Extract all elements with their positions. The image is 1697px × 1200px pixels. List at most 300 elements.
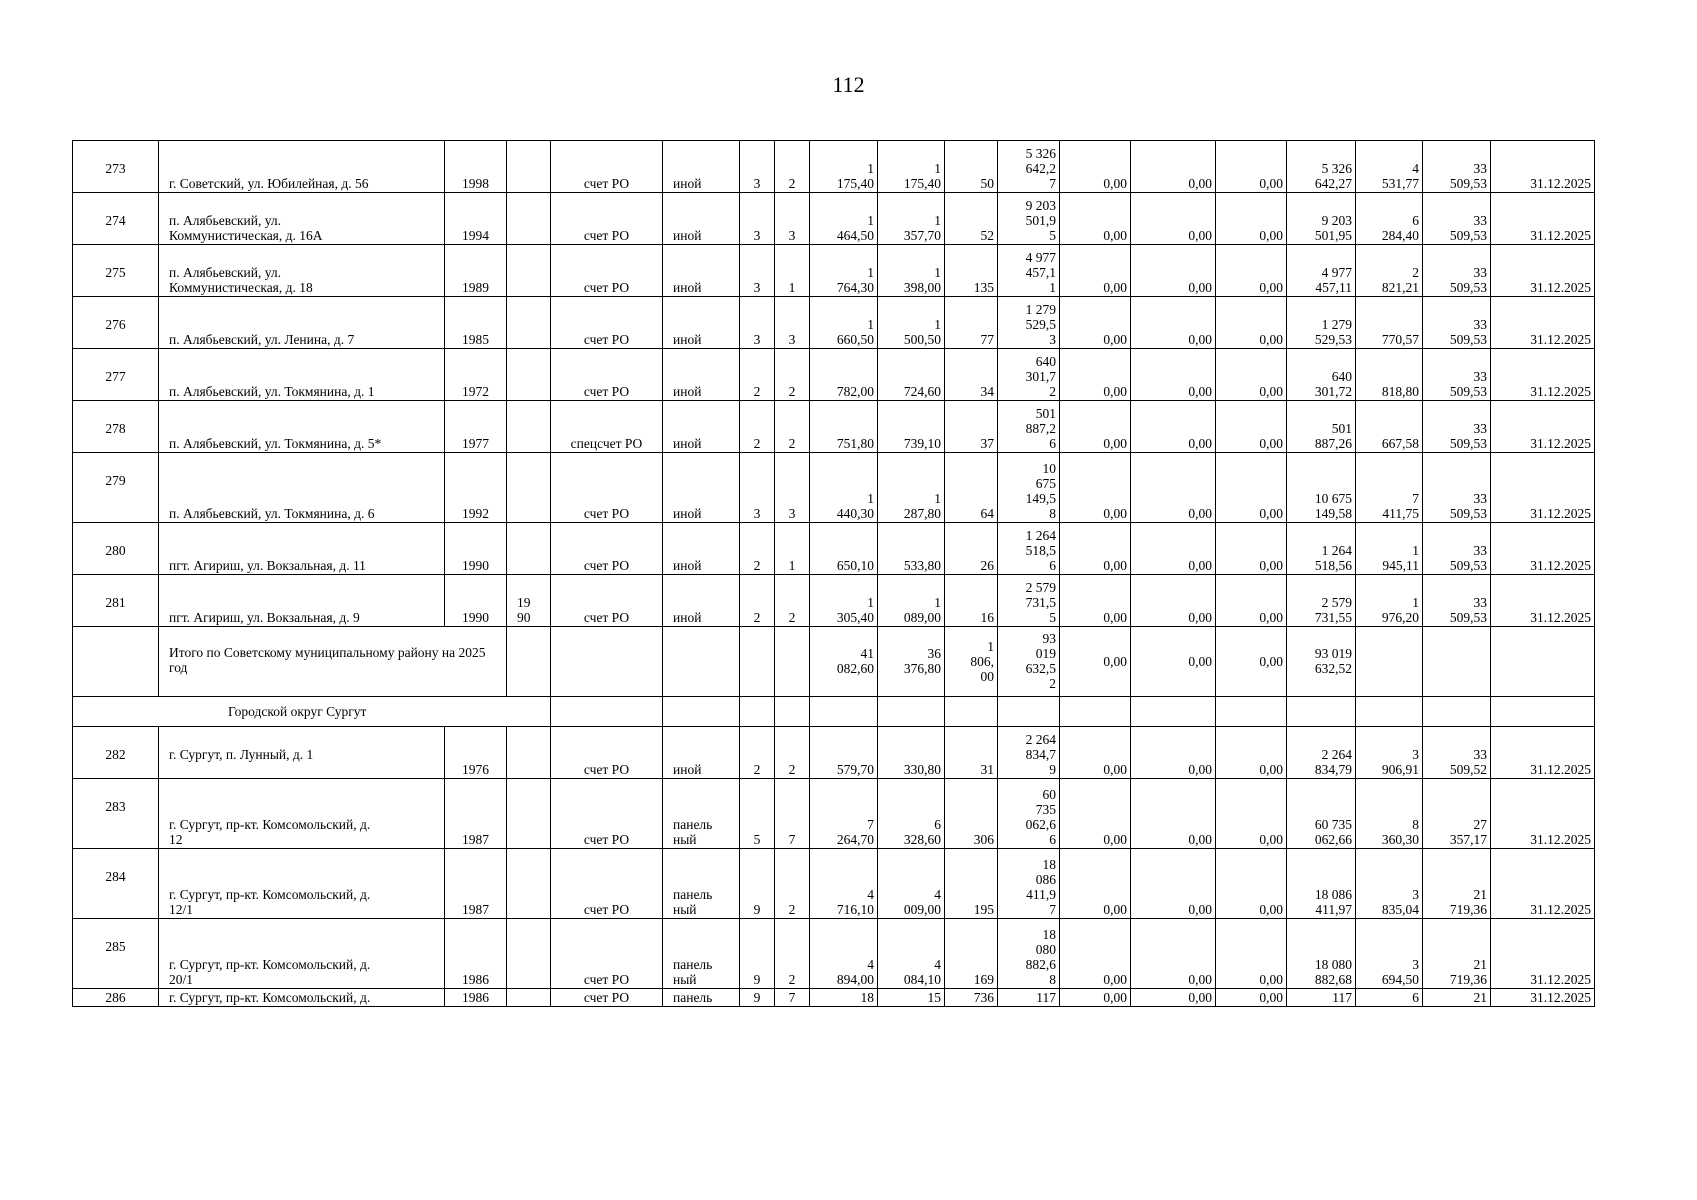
cell-cost-limit: 33 509,53 (1423, 349, 1491, 401)
cell-cost-regional: 0,00 (1131, 989, 1216, 1007)
cell-cost-federal: 0,00 (1060, 297, 1131, 349)
cell-completion-date: 31.12.2025 (1491, 297, 1595, 349)
table-row (73, 245, 1595, 297)
table-row (73, 349, 1595, 401)
cell-area-residential: 4 084,10 (878, 919, 945, 989)
cell-cost-total: 10 675 149,5 8 (998, 453, 1060, 523)
cell-wall-material: иной (663, 193, 740, 245)
cell-cost-total: 5 326 642,2 7 (998, 141, 1060, 193)
cell-cost-limit: 21 719,36 (1423, 919, 1491, 989)
cell-cost-federal: 0,00 (1060, 727, 1131, 779)
cell-specific-cost: 8 360,30 (1356, 779, 1423, 849)
cell-cost-regional: 0,00 (1131, 453, 1216, 523)
empty-cell (810, 697, 878, 727)
table-row (73, 919, 1595, 989)
cell-entrances: 1 (775, 523, 810, 575)
cell-cost-regional: 0,00 (1131, 297, 1216, 349)
cell-specific-cost: 1 976,20 (1356, 575, 1423, 627)
cell-year-built: 1972 (445, 349, 507, 401)
cell-cost-owners: 4 977 457,11 (1287, 245, 1356, 297)
cell-row-number: 275 (73, 245, 159, 297)
cell-completion-date: 31.12.2025 (1491, 349, 1595, 401)
cell-residents: 169 (945, 919, 998, 989)
cell-completion-date: 31.12.2025 (1491, 575, 1595, 627)
cell-row-number: 285 (73, 919, 159, 989)
housing-table (72, 140, 1595, 1007)
cell-cost-total: 18 086 411,9 7 (998, 849, 1060, 919)
cell-completion-date: 31.12.2025 (1491, 193, 1595, 245)
cell-cost-regional: 0,00 (1131, 141, 1216, 193)
cell-address: г. Сургут, пр-кт. Комсомольский, д. (159, 989, 445, 1007)
cell-cost-local: 0,00 (1216, 245, 1287, 297)
cell-cost-limit: 27 357,17 (1423, 779, 1491, 849)
cell-year-commissioned (507, 523, 551, 575)
cell-entrances: 2 (775, 727, 810, 779)
cell-floors: 2 (740, 523, 775, 575)
total-cost-total: 93 019 632,5 2 (998, 627, 1060, 697)
cell-area-total: 579,70 (810, 727, 878, 779)
cell-cost-local: 0,00 (1216, 349, 1287, 401)
cell-cost-owners: 2 579 731,55 (1287, 575, 1356, 627)
cell-area-residential: 1 089,00 (878, 575, 945, 627)
table-row (73, 849, 1595, 919)
cell-row-number: 273 (73, 141, 159, 193)
cell-cost-limit: 33 509,53 (1423, 523, 1491, 575)
cell-floors: 5 (740, 779, 775, 849)
empty-cell (1216, 697, 1287, 727)
cell-specific-cost: 7 411,75 (1356, 453, 1423, 523)
section-header-row (73, 697, 1595, 727)
cell-cost-owners: 640 301,72 (1287, 349, 1356, 401)
cell-area-total: 751,80 (810, 401, 878, 453)
empty-cell (551, 627, 663, 697)
cell-address: г. Сургут, п. Лунный, д. 1 (159, 727, 445, 779)
cell-cost-total: 18 080 882,6 8 (998, 919, 1060, 989)
table-row (73, 193, 1595, 245)
cell-completion-date: 31.12.2025 (1491, 779, 1595, 849)
cell-floors: 2 (740, 727, 775, 779)
cell-entrances: 3 (775, 453, 810, 523)
cell-year-built: 1989 (445, 245, 507, 297)
cell-row-number: 279 (73, 453, 159, 523)
empty-cell (1356, 627, 1423, 697)
cell-entrances: 7 (775, 779, 810, 849)
cell-cost-local: 0,00 (1216, 141, 1287, 193)
cell-wall-material: иной (663, 349, 740, 401)
cell-specific-cost: 1 945,11 (1356, 523, 1423, 575)
cell-cost-limit: 33 509,52 (1423, 727, 1491, 779)
empty-cell (740, 627, 775, 697)
cell-year-commissioned (507, 401, 551, 453)
table-row (73, 523, 1595, 575)
cell-area-residential: 1 287,80 (878, 453, 945, 523)
cell-area-total: 782,00 (810, 349, 878, 401)
cell-year-commissioned (507, 453, 551, 523)
empty-cell (73, 627, 159, 697)
cell-completion-date: 31.12.2025 (1491, 727, 1595, 779)
cell-cost-limit: 33 509,53 (1423, 245, 1491, 297)
cell-address: г. Сургут, пр-кт. Комсомольский, д. 12/1 (159, 849, 445, 919)
cell-area-total: 1 660,50 (810, 297, 878, 349)
cell-cost-local: 0,00 (1216, 919, 1287, 989)
cell-fund-method: счет РО (551, 727, 663, 779)
cell-floors: 3 (740, 245, 775, 297)
cell-cost-local: 0,00 (1216, 989, 1287, 1007)
cell-cost-owners: 9 203 501,95 (1287, 193, 1356, 245)
cell-year-commissioned (507, 245, 551, 297)
cell-cost-limit: 33 509,53 (1423, 193, 1491, 245)
empty-cell (1491, 697, 1595, 727)
cell-cost-owners: 18 086 411,97 (1287, 849, 1356, 919)
empty-cell (775, 627, 810, 697)
cell-area-total: 1 464,50 (810, 193, 878, 245)
empty-cell (663, 627, 740, 697)
cell-area-total: 7 264,70 (810, 779, 878, 849)
cell-fund-method: счет РО (551, 989, 663, 1007)
cell-wall-material: иной (663, 141, 740, 193)
empty-cell (1131, 697, 1216, 727)
cell-row-number: 278 (73, 401, 159, 453)
cell-year-built: 1992 (445, 453, 507, 523)
cell-cost-federal: 0,00 (1060, 193, 1131, 245)
cell-cost-owners: 2 264 834,79 (1287, 727, 1356, 779)
total-row (73, 627, 1595, 697)
cell-floors: 2 (740, 349, 775, 401)
empty-cell (507, 627, 551, 697)
cell-cost-local: 0,00 (1216, 453, 1287, 523)
table-row (73, 727, 1595, 779)
cell-year-commissioned (507, 141, 551, 193)
cell-cost-federal: 0,00 (1060, 523, 1131, 575)
cell-cost-owners: 1 279 529,53 (1287, 297, 1356, 349)
cell-cost-federal: 0,00 (1060, 141, 1131, 193)
cell-cost-federal: 0,00 (1060, 989, 1131, 1007)
total-label: Итого по Советскому муниципальному району на 2025 год (159, 627, 507, 697)
cell-wall-material: иной (663, 523, 740, 575)
cell-year-commissioned (507, 989, 551, 1007)
cell-area-residential: 1 357,70 (878, 193, 945, 245)
cell-cost-total: 60 735 062,6 6 (998, 779, 1060, 849)
cell-wall-material: иной (663, 575, 740, 627)
cell-residents: 736 (945, 989, 998, 1007)
cell-cost-limit: 33 509,53 (1423, 401, 1491, 453)
cell-specific-cost: 3 694,50 (1356, 919, 1423, 989)
cell-fund-method: счет РО (551, 849, 663, 919)
cell-cost-total: 2 579 731,5 5 (998, 575, 1060, 627)
cell-completion-date: 31.12.2025 (1491, 919, 1595, 989)
cell-cost-limit: 21 (1423, 989, 1491, 1007)
cell-row-number: 284 (73, 849, 159, 919)
cell-residents: 195 (945, 849, 998, 919)
cell-cost-owners: 10 675 149,58 (1287, 453, 1356, 523)
cell-completion-date: 31.12.2025 (1491, 141, 1595, 193)
cell-row-number: 276 (73, 297, 159, 349)
cell-row-number: 281 (73, 575, 159, 627)
cell-fund-method: счет РО (551, 523, 663, 575)
cell-address: г. Сургут, пр-кт. Комсомольский, д. 20/1 (159, 919, 445, 989)
cell-cost-regional: 0,00 (1131, 919, 1216, 989)
cell-address: п. Алябьевский, ул. Токмянина, д. 6 (159, 453, 445, 523)
cell-specific-cost: 3 906,91 (1356, 727, 1423, 779)
cell-area-total: 650,10 (810, 523, 878, 575)
cell-wall-material: панель ный (663, 779, 740, 849)
cell-residents: 306 (945, 779, 998, 849)
empty-cell (1060, 697, 1131, 727)
cell-completion-date: 31.12.2025 (1491, 849, 1595, 919)
cell-floors: 9 (740, 849, 775, 919)
cell-cost-local: 0,00 (1216, 193, 1287, 245)
cell-residents: 50 (945, 141, 998, 193)
cell-cost-local: 0,00 (1216, 401, 1287, 453)
cell-cost-total: 117 (998, 989, 1060, 1007)
cell-cost-federal: 0,00 (1060, 401, 1131, 453)
empty-cell (1491, 627, 1595, 697)
cell-cost-regional: 0,00 (1131, 245, 1216, 297)
cell-entrances: 2 (775, 349, 810, 401)
cell-floors: 3 (740, 453, 775, 523)
cell-address: п. Алябьевский, ул. Коммунистическая, д. 16А (159, 193, 445, 245)
cell-specific-cost: 3 835,04 (1356, 849, 1423, 919)
cell-residents: 135 (945, 245, 998, 297)
cell-row-number: 282 (73, 727, 159, 779)
cell-year-built: 1986 (445, 989, 507, 1007)
cell-year-commissioned: 19 90 (507, 575, 551, 627)
total-residents: 1 806, 00 (945, 627, 998, 697)
cell-cost-federal: 0,00 (1060, 575, 1131, 627)
cell-area-residential: 1 175,40 (878, 141, 945, 193)
cell-cost-federal: 0,00 (1060, 245, 1131, 297)
cell-fund-method: счет РО (551, 779, 663, 849)
cell-entrances: 1 (775, 245, 810, 297)
cell-cost-total: 2 264 834,7 9 (998, 727, 1060, 779)
cell-year-built: 1987 (445, 779, 507, 849)
cell-floors: 9 (740, 989, 775, 1007)
cell-cost-federal: 0,00 (1060, 919, 1131, 989)
cell-year-built: 1986 (445, 919, 507, 989)
cell-year-commissioned (507, 349, 551, 401)
cell-address: пгт. Агириш, ул. Вокзальная, д. 9 (159, 575, 445, 627)
cell-fund-method: счет РО (551, 141, 663, 193)
cell-year-commissioned (507, 849, 551, 919)
cell-entrances: 2 (775, 401, 810, 453)
cell-entrances: 2 (775, 575, 810, 627)
cell-cost-local: 0,00 (1216, 779, 1287, 849)
cell-fund-method: счет РО (551, 297, 663, 349)
cell-cost-limit: 33 509,53 (1423, 575, 1491, 627)
cell-cost-total: 501 887,2 6 (998, 401, 1060, 453)
cell-address: пгт. Агириш, ул. Вокзальная, д. 11 (159, 523, 445, 575)
section-title: Городской округ Сургут (73, 697, 551, 727)
cell-year-commissioned (507, 297, 551, 349)
empty-cell (1423, 627, 1491, 697)
cell-cost-total: 4 977 457,1 1 (998, 245, 1060, 297)
cell-residents: 26 (945, 523, 998, 575)
total-area-res: 36 376,80 (878, 627, 945, 697)
cell-completion-date: 31.12.2025 (1491, 989, 1595, 1007)
cell-area-total: 4 894,00 (810, 919, 878, 989)
cell-area-residential: 724,60 (878, 349, 945, 401)
cell-year-built: 1990 (445, 523, 507, 575)
cell-address: п. Алябьевский, ул. Ленина, д. 7 (159, 297, 445, 349)
cell-wall-material: панель (663, 989, 740, 1007)
cell-year-built: 1987 (445, 849, 507, 919)
cell-wall-material: панель ный (663, 849, 740, 919)
cell-cost-local: 0,00 (1216, 575, 1287, 627)
cell-specific-cost: 2 821,21 (1356, 245, 1423, 297)
cell-year-commissioned (507, 193, 551, 245)
cell-year-built: 1994 (445, 193, 507, 245)
cell-cost-local: 0,00 (1216, 727, 1287, 779)
cell-specific-cost: 667,58 (1356, 401, 1423, 453)
cell-wall-material: иной (663, 245, 740, 297)
empty-cell (878, 697, 945, 727)
cell-area-residential: 330,80 (878, 727, 945, 779)
cell-entrances: 2 (775, 141, 810, 193)
cell-specific-cost: 6 284,40 (1356, 193, 1423, 245)
cell-floors: 2 (740, 401, 775, 453)
cell-residents: 52 (945, 193, 998, 245)
cell-address: п. Алябьевский, ул. Токмянина, д. 1 (159, 349, 445, 401)
cell-area-residential: 533,80 (878, 523, 945, 575)
cell-cost-regional: 0,00 (1131, 779, 1216, 849)
cell-cost-regional: 0,00 (1131, 349, 1216, 401)
cell-cost-total: 1 264 518,5 6 (998, 523, 1060, 575)
cell-completion-date: 31.12.2025 (1491, 245, 1595, 297)
cell-cost-limit: 33 509,53 (1423, 297, 1491, 349)
cell-cost-federal: 0,00 (1060, 453, 1131, 523)
cell-cost-owners: 501 887,26 (1287, 401, 1356, 453)
cell-specific-cost: 818,80 (1356, 349, 1423, 401)
cell-cost-regional: 0,00 (1131, 727, 1216, 779)
cell-cost-owners: 117 (1287, 989, 1356, 1007)
cell-area-total: 4 716,10 (810, 849, 878, 919)
empty-cell (740, 697, 775, 727)
cell-row-number: 286 (73, 989, 159, 1007)
cell-address: п. Алябьевский, ул. Коммунистическая, д. 18 (159, 245, 445, 297)
cell-cost-local: 0,00 (1216, 849, 1287, 919)
cell-area-residential: 739,10 (878, 401, 945, 453)
cell-area-residential: 1 398,00 (878, 245, 945, 297)
total-c3: 0,00 (1216, 627, 1287, 697)
cell-fund-method: счет РО (551, 919, 663, 989)
cell-entrances: 2 (775, 849, 810, 919)
cell-cost-total: 1 279 529,5 3 (998, 297, 1060, 349)
empty-cell (775, 697, 810, 727)
cell-address: г. Советский, ул. Юбилейная, д. 56 (159, 141, 445, 193)
cell-residents: 37 (945, 401, 998, 453)
cell-year-built: 1985 (445, 297, 507, 349)
cell-area-residential: 6 328,60 (878, 779, 945, 849)
cell-year-commissioned (507, 919, 551, 989)
cell-area-total: 1 440,30 (810, 453, 878, 523)
cell-area-total: 1 305,40 (810, 575, 878, 627)
cell-cost-local: 0,00 (1216, 297, 1287, 349)
cell-residents: 16 (945, 575, 998, 627)
cell-area-residential: 1 500,50 (878, 297, 945, 349)
cell-fund-method: счет РО (551, 575, 663, 627)
cell-fund-method: счет РО (551, 453, 663, 523)
table-row (73, 141, 1595, 193)
cell-floors: 3 (740, 193, 775, 245)
cell-cost-federal: 0,00 (1060, 779, 1131, 849)
total-c4: 93 019 632,52 (1287, 627, 1356, 697)
empty-cell (945, 697, 998, 727)
cell-area-residential: 4 009,00 (878, 849, 945, 919)
cell-wall-material: иной (663, 297, 740, 349)
total-c2: 0,00 (1131, 627, 1216, 697)
cell-row-number: 277 (73, 349, 159, 401)
cell-area-total: 1 175,40 (810, 141, 878, 193)
cell-specific-cost: 4 531,77 (1356, 141, 1423, 193)
table-row (73, 575, 1595, 627)
cell-specific-cost: 770,57 (1356, 297, 1423, 349)
cell-fund-method: счет РО (551, 245, 663, 297)
cell-address: г. Сургут, пр-кт. Комсомольский, д. 12 (159, 779, 445, 849)
cell-year-built: 1977 (445, 401, 507, 453)
cell-floors: 3 (740, 297, 775, 349)
cell-cost-regional: 0,00 (1131, 401, 1216, 453)
cell-cost-owners: 18 080 882,68 (1287, 919, 1356, 989)
empty-cell (1423, 697, 1491, 727)
table-row (73, 989, 1595, 1007)
cell-area-total: 1 764,30 (810, 245, 878, 297)
cell-fund-method: спецсчет РО (551, 401, 663, 453)
cell-completion-date: 31.12.2025 (1491, 401, 1595, 453)
cell-residents: 77 (945, 297, 998, 349)
cell-wall-material: иной (663, 453, 740, 523)
empty-cell (663, 697, 740, 727)
cell-completion-date: 31.12.2025 (1491, 523, 1595, 575)
cell-wall-material: иной (663, 727, 740, 779)
cell-cost-total: 9 203 501,9 5 (998, 193, 1060, 245)
table-row (73, 401, 1595, 453)
cell-row-number: 280 (73, 523, 159, 575)
cell-cost-federal: 0,00 (1060, 349, 1131, 401)
cell-cost-owners: 1 264 518,56 (1287, 523, 1356, 575)
cell-cost-local: 0,00 (1216, 523, 1287, 575)
cell-entrances: 3 (775, 297, 810, 349)
total-area-total: 41 082,60 (810, 627, 878, 697)
cell-cost-owners: 5 326 642,27 (1287, 141, 1356, 193)
cell-cost-regional: 0,00 (1131, 523, 1216, 575)
empty-cell (551, 697, 663, 727)
table-row (73, 453, 1595, 523)
cell-residents: 34 (945, 349, 998, 401)
cell-cost-limit: 21 719,36 (1423, 849, 1491, 919)
cell-fund-method: счет РО (551, 349, 663, 401)
cell-floors: 3 (740, 141, 775, 193)
cell-wall-material: панель ный (663, 919, 740, 989)
cell-fund-method: счет РО (551, 193, 663, 245)
cell-entrances: 7 (775, 989, 810, 1007)
cell-year-built: 1990 (445, 575, 507, 627)
cell-residents: 31 (945, 727, 998, 779)
cell-cost-regional: 0,00 (1131, 575, 1216, 627)
cell-cost-limit: 33 509,53 (1423, 141, 1491, 193)
cell-entrances: 2 (775, 919, 810, 989)
cell-cost-regional: 0,00 (1131, 193, 1216, 245)
cell-cost-federal: 0,00 (1060, 849, 1131, 919)
cell-row-number: 283 (73, 779, 159, 849)
cell-area-residential: 15 (878, 989, 945, 1007)
cell-year-commissioned (507, 727, 551, 779)
empty-cell (1287, 697, 1356, 727)
cell-cost-regional: 0,00 (1131, 849, 1216, 919)
cell-specific-cost: 6 (1356, 989, 1423, 1007)
cell-residents: 64 (945, 453, 998, 523)
cell-completion-date: 31.12.2025 (1491, 453, 1595, 523)
cell-floors: 9 (740, 919, 775, 989)
